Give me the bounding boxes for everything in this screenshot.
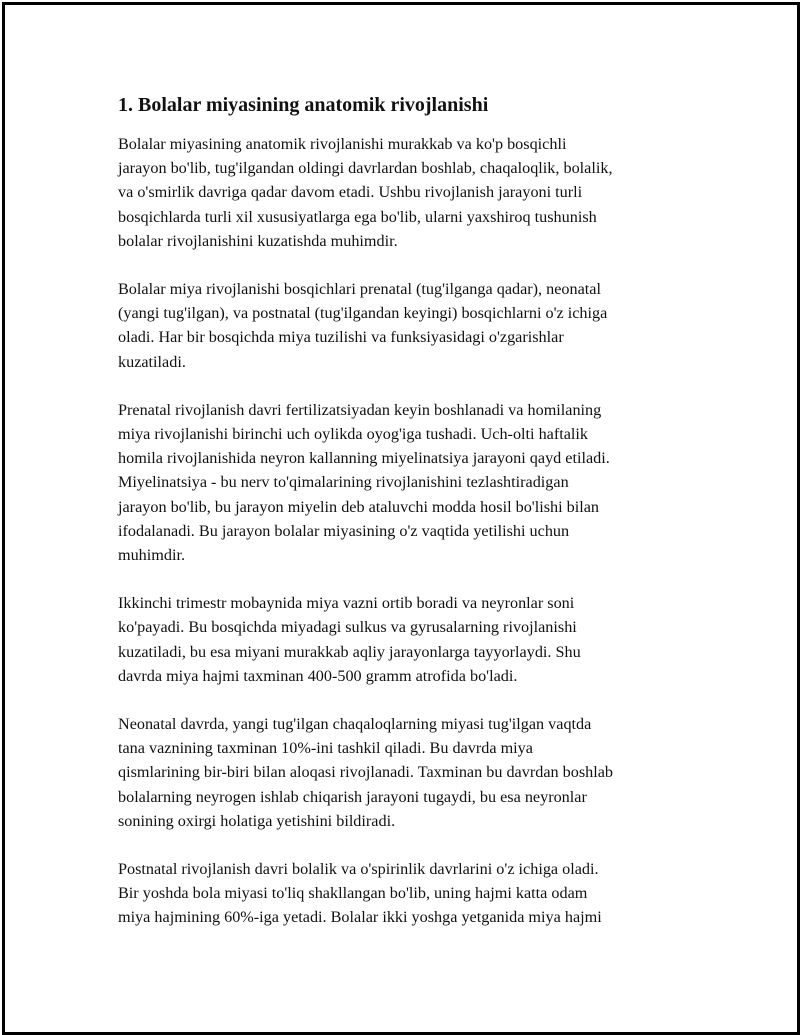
- paragraph-1: [118, 132, 693, 253]
- text-line: qismlarining bir-biri bilan aloqasi rivojlanadi. Taxminan bu davrdan boshlab: [118, 763, 614, 782]
- paragraph-2: [118, 277, 693, 374]
- paragraph-3: [118, 398, 693, 567]
- text-line: Miyelinatsiya - bu nerv to'qimalarining rivojlanishini tezlashtiradigan: [118, 473, 569, 492]
- text-line: bolalar rivojlanishini kuzatishda muhimdir.: [118, 231, 398, 250]
- text-line: Postnatal rivojlanish davri bolalik va o'spirinlik davrlarini o'z ichiga oladi.: [118, 860, 599, 879]
- document-body: [118, 92, 693, 954]
- section-heading: 1. Bolalar miyasining anatomik rivojlanishi: [118, 94, 489, 116]
- text-line: va o'smirlik davriga qadar davom etadi. Ushbu rivojlanish jarayoni turli: [118, 183, 583, 202]
- text-line: kuzatiladi, bu esa miyani murakkab aqliy jarayonlarga tayyorlaydi. Shu: [118, 642, 581, 661]
- text-line: jarayon bo'lib, tug'ilgandan oldingi davrlardan boshlab, chaqaloqlik, bolalik,: [118, 159, 613, 178]
- text-line: Bolalar miya rivojlanishi bosqichlari prenatal (tug'ilganga qadar), neonatal: [118, 280, 601, 299]
- text-line: jarayon bo'lib, bu jarayon miyelin deb ataluvchi modda hosil bo'lishi bilan: [118, 497, 600, 516]
- text-line: ko'payadi. Bu bosqichda miyadagi sulkus va gyrusalarning rivojlanishi: [118, 618, 577, 637]
- text-line: bolalarning neyrogen ishlab chiqarish jarayoni tugaydi, bu esa neyronlar: [118, 787, 587, 806]
- text-line: miya rivojlanishi birinchi uch oylikda oyog'iga tushadi. Uch-olti haftalik: [118, 425, 589, 444]
- text-line: homila rivojlanishida neyron kallanning miyelinatsiya jarayoni qayd etiladi.: [118, 449, 610, 468]
- text-line: Ikkinchi trimestr mobaynida miya vazni ortib boradi va neyronlar soni: [118, 594, 575, 613]
- text-line: muhimdir.: [118, 546, 186, 565]
- text-line: tana vaznining taxminan 10%-ini tashkil qiladi. Bu davrda miya: [118, 739, 533, 758]
- text-line: (yangi tug'ilgan), va postnatal (tug'ilgandan keyingi) bosqichlarni o'z ichiga: [118, 304, 608, 323]
- text-line: ifodalanadi. Bu jarayon bolalar miyasining o'z vaqtida yetilishi uchun: [118, 521, 570, 540]
- text-line: kuzatiladi.: [118, 352, 186, 371]
- paragraph-5: [118, 712, 693, 833]
- text-line: oladi. Har bir bosqichda miya tuzilishi va funksiyasidagi o'zgarishlar: [118, 328, 564, 347]
- text-line: miya hajmining 60%-iga yetadi. Bolalar ikki yoshga yetganida miya hajmi: [118, 908, 602, 927]
- text-line: davrda miya hajmi taxminan 400-500 gramm atrofida bo'ladi.: [118, 666, 518, 685]
- text-line: sonining oxirgi holatiga yetishini bildiradi.: [118, 811, 396, 830]
- text-line: Bolalar miyasining anatomik rivojlanishi murakkab va ko'p bosqichli: [118, 135, 567, 153]
- paragraph-6: [118, 857, 693, 930]
- paragraph-4: [118, 591, 693, 688]
- text-line: Bir yoshda bola miyasi to'liq shakllangan bo'lib, uning hajmi katta odam: [118, 884, 588, 903]
- text-line: bosqichlarda turli xil xususiyatlarga ega bo'lib, ularni yaxshiroq tushunish: [118, 207, 597, 226]
- text-line: Neonatal davrda, yangi tug'ilgan chaqaloqlarning miyasi tug'ilgan vaqtda: [118, 715, 592, 734]
- text-line: Prenatal rivojlanish davri fertilizatsiyadan keyin boshlanadi va homilaning: [118, 400, 602, 419]
